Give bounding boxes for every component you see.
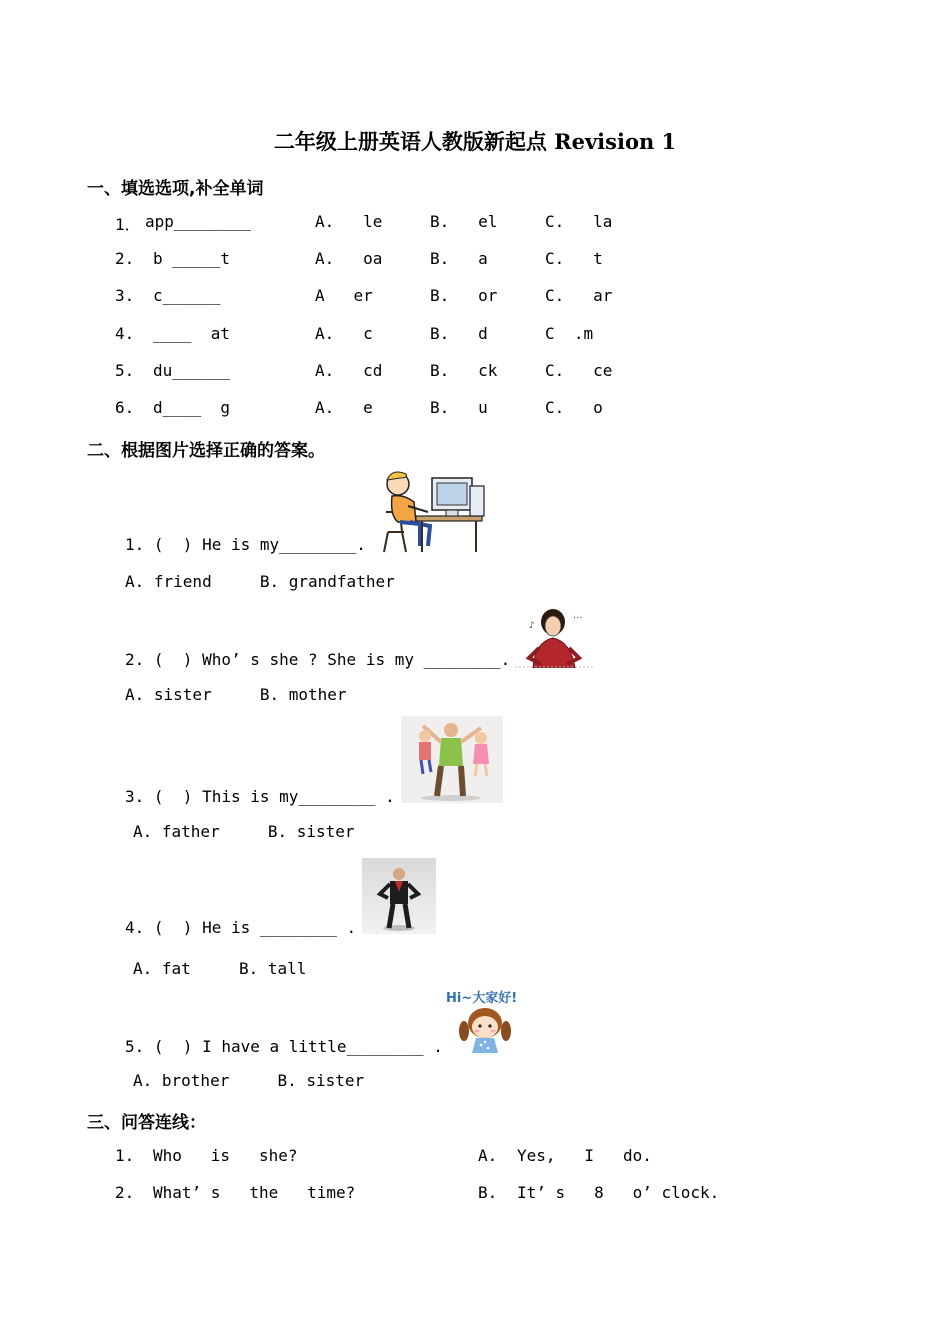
question-1-options: A. friend B. grandfather bbox=[125, 572, 395, 591]
option-c: C. t bbox=[545, 249, 603, 268]
option-b: B. ck bbox=[430, 361, 498, 380]
answer-label: B. bbox=[478, 1183, 498, 1202]
option-a: A. oa bbox=[315, 249, 383, 268]
option-b: B. u bbox=[430, 398, 488, 417]
option-c: C. o bbox=[545, 398, 603, 417]
boy-computer-picture bbox=[380, 466, 488, 554]
option-a: A. c bbox=[315, 324, 373, 343]
question-2-options: A. sister B. mother bbox=[125, 685, 347, 704]
item-number: 4. bbox=[115, 324, 135, 343]
item-number: 6. bbox=[115, 398, 135, 417]
svg-text:♪: ♪ bbox=[529, 621, 535, 631]
answer-text: Yes, I do. bbox=[517, 1146, 652, 1165]
question-4-options: A. fat B. tall bbox=[133, 959, 307, 978]
option-c: C. ce bbox=[545, 361, 613, 380]
question-4: 4. ( ) He is ________ . bbox=[125, 918, 357, 937]
answer-text: It’ s 8 o’ clock. bbox=[517, 1183, 720, 1202]
item-number: 5. bbox=[115, 361, 135, 380]
question-text: Who is she? bbox=[153, 1146, 298, 1165]
svg-text:...: ... bbox=[573, 610, 583, 621]
item-word: du______ bbox=[153, 361, 231, 380]
section-two-heading: 二、根据图片选择正确的答案。 bbox=[87, 441, 325, 461]
item-number: 1． bbox=[115, 215, 141, 234]
option-b: B. el bbox=[430, 212, 498, 231]
option-c: C. ar bbox=[545, 286, 613, 305]
question-3-options: A. father B. sister bbox=[133, 822, 355, 841]
option-b: B. d bbox=[430, 324, 488, 343]
question-text: What’ s the time? bbox=[153, 1183, 356, 1202]
section-three-heading: 三、问答连线： bbox=[87, 1113, 206, 1133]
question-1: 1. ( ) He is my________. bbox=[125, 535, 366, 554]
item-number: 1. bbox=[115, 1146, 135, 1165]
question-2: 2. ( ) Who’ s she ? She is my ________. bbox=[125, 650, 511, 669]
item-word: b _____t bbox=[153, 249, 231, 268]
speech-bubble-text: Hi~大家好! bbox=[446, 991, 518, 1006]
option-c: C .m bbox=[545, 324, 594, 343]
answer-label: A. bbox=[478, 1146, 498, 1165]
option-b: B. a bbox=[430, 249, 488, 268]
item-number: 3. bbox=[115, 286, 135, 305]
item-word: ____ at bbox=[153, 324, 231, 343]
option-c: C. la bbox=[545, 212, 613, 231]
woman-picture bbox=[515, 606, 595, 668]
item-word: c______ bbox=[153, 286, 221, 305]
option-a: A. le bbox=[315, 212, 383, 231]
option-a: A er bbox=[315, 286, 373, 305]
item-word: app________ bbox=[145, 212, 251, 231]
section-one-heading: 一、填选选项,补全单词 bbox=[87, 179, 264, 199]
item-number: 2. bbox=[115, 249, 135, 268]
item-number: 2. bbox=[115, 1183, 135, 1202]
item-word: d____ g bbox=[153, 398, 231, 417]
father-picture bbox=[401, 716, 503, 803]
man-picture bbox=[362, 858, 436, 934]
question-5-options: A. brother B. sister bbox=[133, 1071, 365, 1090]
option-a: A. e bbox=[315, 398, 373, 417]
question-5: 5. ( ) I have a little________ . bbox=[125, 1037, 443, 1056]
question-3: 3. ( ) This is my________ . bbox=[125, 787, 395, 806]
girl-picture bbox=[444, 987, 526, 1053]
page-title: 二年级上册英语人教版新起点 Revision 1 bbox=[273, 129, 677, 154]
option-a: A. cd bbox=[315, 361, 383, 380]
option-b: B. or bbox=[430, 286, 498, 305]
